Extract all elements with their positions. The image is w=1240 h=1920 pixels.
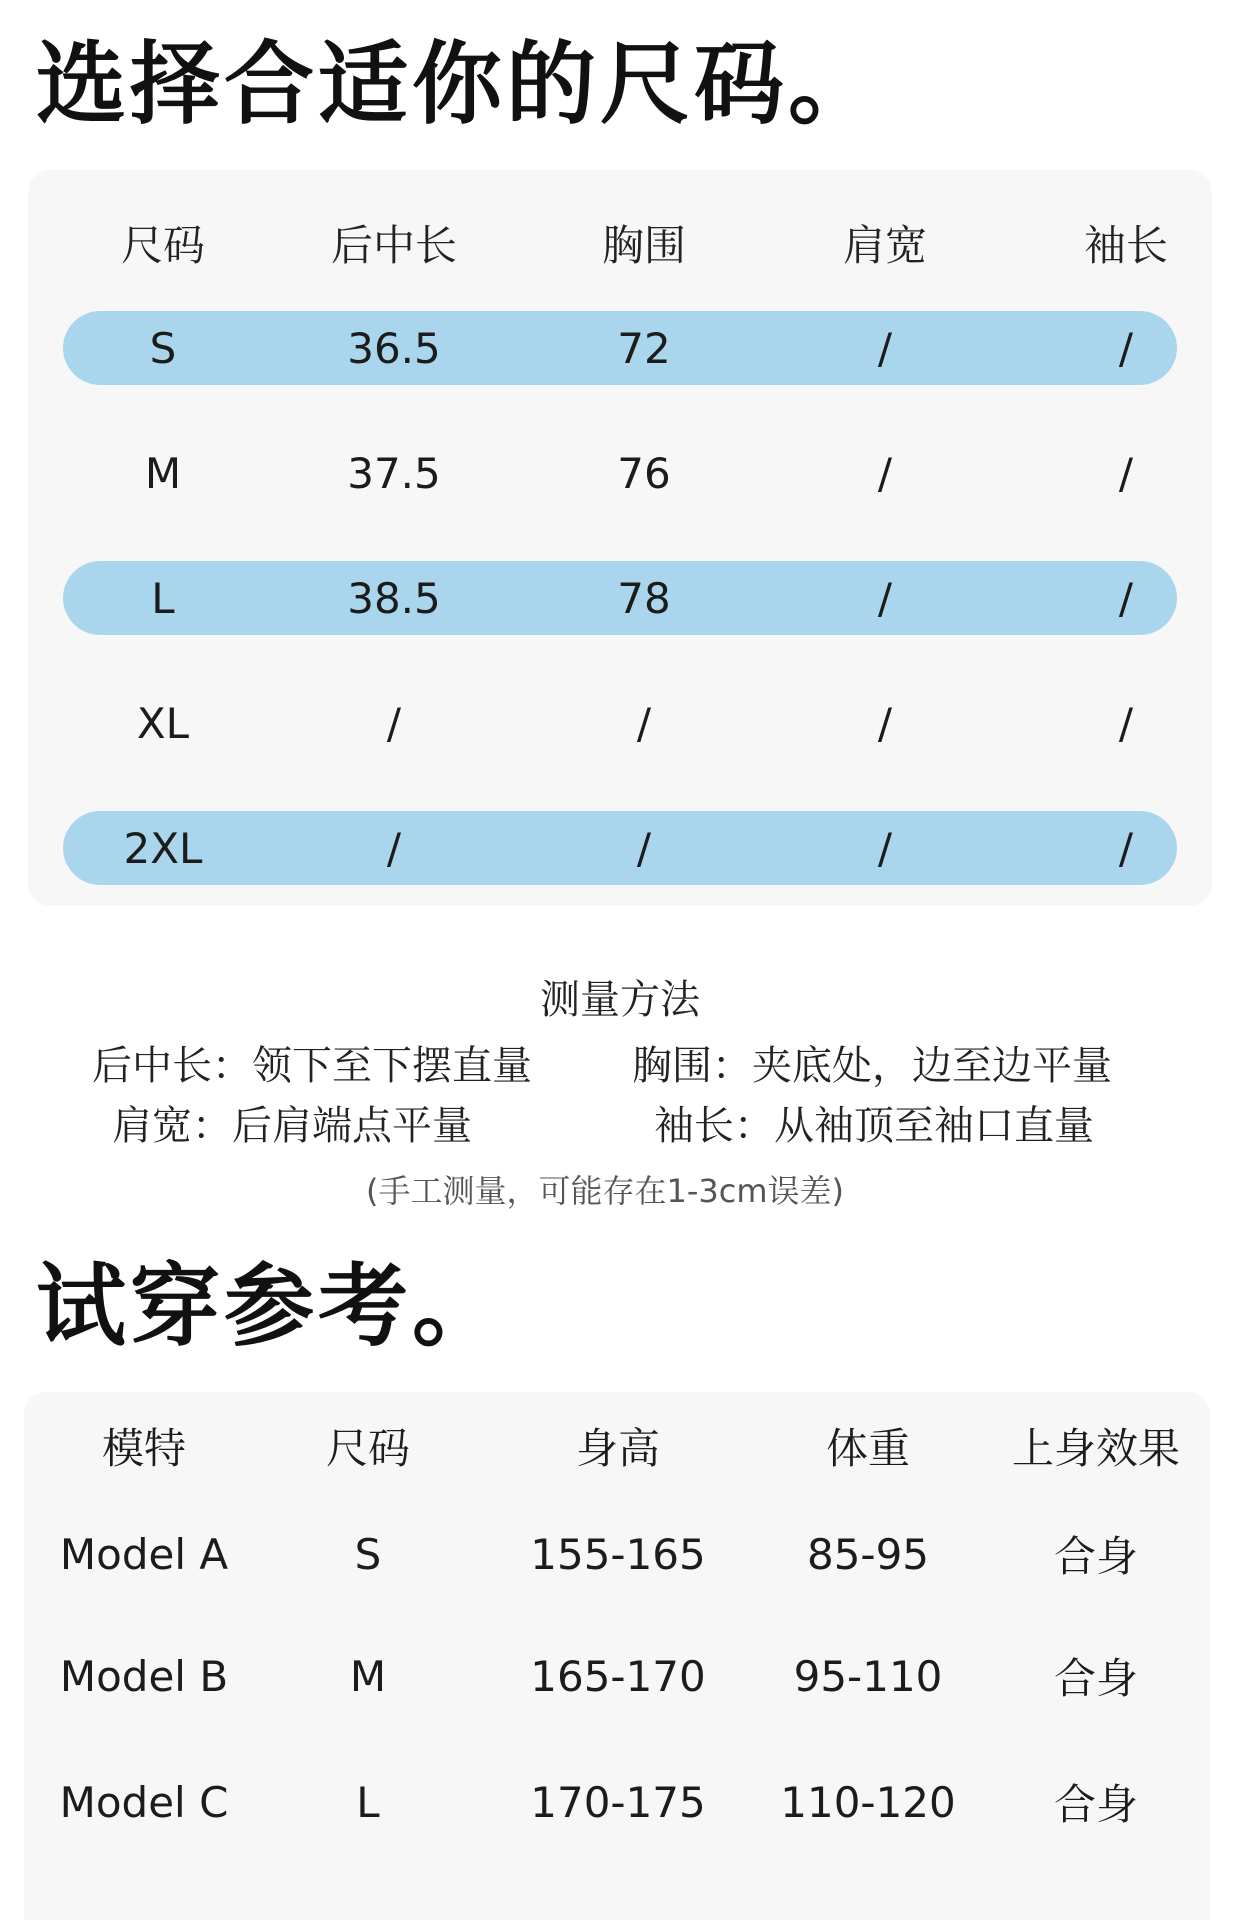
header-height: 身高 xyxy=(575,1424,661,1473)
header-shoulder: 肩宽 xyxy=(842,221,928,270)
back-length-cell: 38.5 xyxy=(347,573,441,623)
weight-cell: 95-110 xyxy=(793,1651,943,1701)
size-row xyxy=(63,311,1177,385)
chest-cell: 78 xyxy=(617,573,671,623)
measure-note: (手工测量，可能存在1-3cm误差) xyxy=(365,1172,844,1210)
size-chart-title: 选择合适你的尺码。 xyxy=(36,32,882,137)
effect-cell: 合身 xyxy=(1053,1654,1139,1703)
shoulder-cell: / xyxy=(877,448,893,498)
size-cell: L xyxy=(356,1777,380,1827)
model-cell: Model A xyxy=(59,1529,229,1579)
model-cell: Model C xyxy=(59,1777,229,1827)
sleeve-cell: / xyxy=(1118,323,1134,373)
shoulder-cell: / xyxy=(877,823,893,873)
size-cell: S xyxy=(149,323,177,373)
shoulder-cell: / xyxy=(877,698,893,748)
measure-chest: 胸围：夹底处，边至边平量 xyxy=(632,1043,1112,1089)
size-row xyxy=(63,811,1177,885)
chest-cell: / xyxy=(636,698,652,748)
effect-cell: 合身 xyxy=(1053,1532,1139,1581)
weight-cell: 110-120 xyxy=(780,1777,956,1827)
back-length-cell: / xyxy=(386,698,402,748)
effect-cell: 合身 xyxy=(1053,1780,1139,1829)
header-weight: 体重 xyxy=(825,1424,911,1473)
header-size: 尺码 xyxy=(120,221,206,270)
size-row xyxy=(63,436,1177,510)
measure-method-title: 测量方法 xyxy=(540,977,700,1023)
chest-cell: / xyxy=(636,823,652,873)
sleeve-cell: / xyxy=(1118,573,1134,623)
header-sleeve: 袖长 xyxy=(1083,221,1169,270)
size-cell: XL xyxy=(136,698,190,748)
back-length-cell: / xyxy=(386,823,402,873)
size-cell: 2XL xyxy=(123,823,203,873)
size-row xyxy=(63,561,1177,635)
sleeve-cell: / xyxy=(1118,823,1134,873)
fit-row xyxy=(24,1514,1210,1594)
measure-back-length: 后中长：领下至下摆直量 xyxy=(92,1043,532,1089)
fit-table-header xyxy=(24,1406,1210,1486)
back-length-cell: 36.5 xyxy=(347,323,441,373)
sleeve-cell: / xyxy=(1118,448,1134,498)
fit-reference-title: 试穿参考。 xyxy=(36,1254,506,1359)
sleeve-cell: / xyxy=(1118,698,1134,748)
fit-reference-table xyxy=(24,1392,1210,1920)
shoulder-cell: / xyxy=(877,573,893,623)
size-row xyxy=(63,686,1177,760)
height-cell: 165-170 xyxy=(530,1651,706,1701)
header-size: 尺码 xyxy=(325,1424,411,1473)
measure-sleeve: 袖长：从袖顶至袖口直量 xyxy=(654,1103,1094,1149)
size-table-header xyxy=(63,206,1177,280)
chest-cell: 76 xyxy=(617,448,671,498)
size-cell: L xyxy=(151,573,175,623)
fit-row xyxy=(24,1636,1210,1716)
size-cell: M xyxy=(349,1651,387,1701)
shoulder-cell: / xyxy=(877,323,893,373)
size-cell: M xyxy=(144,448,182,498)
height-cell: 155-165 xyxy=(530,1529,706,1579)
header-model: 模特 xyxy=(101,1424,187,1473)
chest-cell: 72 xyxy=(617,323,671,373)
header-chest: 胸围 xyxy=(601,221,687,270)
height-cell: 170-175 xyxy=(530,1777,706,1827)
fit-row xyxy=(24,1762,1210,1842)
header-effect: 上身效果 xyxy=(1011,1424,1181,1473)
size-chart-table xyxy=(28,170,1212,906)
weight-cell: 85-95 xyxy=(806,1529,930,1579)
model-cell: Model B xyxy=(59,1651,229,1701)
measure-shoulder: 肩宽：后肩端点平量 xyxy=(112,1103,472,1149)
back-length-cell: 37.5 xyxy=(347,448,441,498)
header-back-length: 后中长 xyxy=(330,221,458,270)
size-cell: S xyxy=(354,1529,382,1579)
